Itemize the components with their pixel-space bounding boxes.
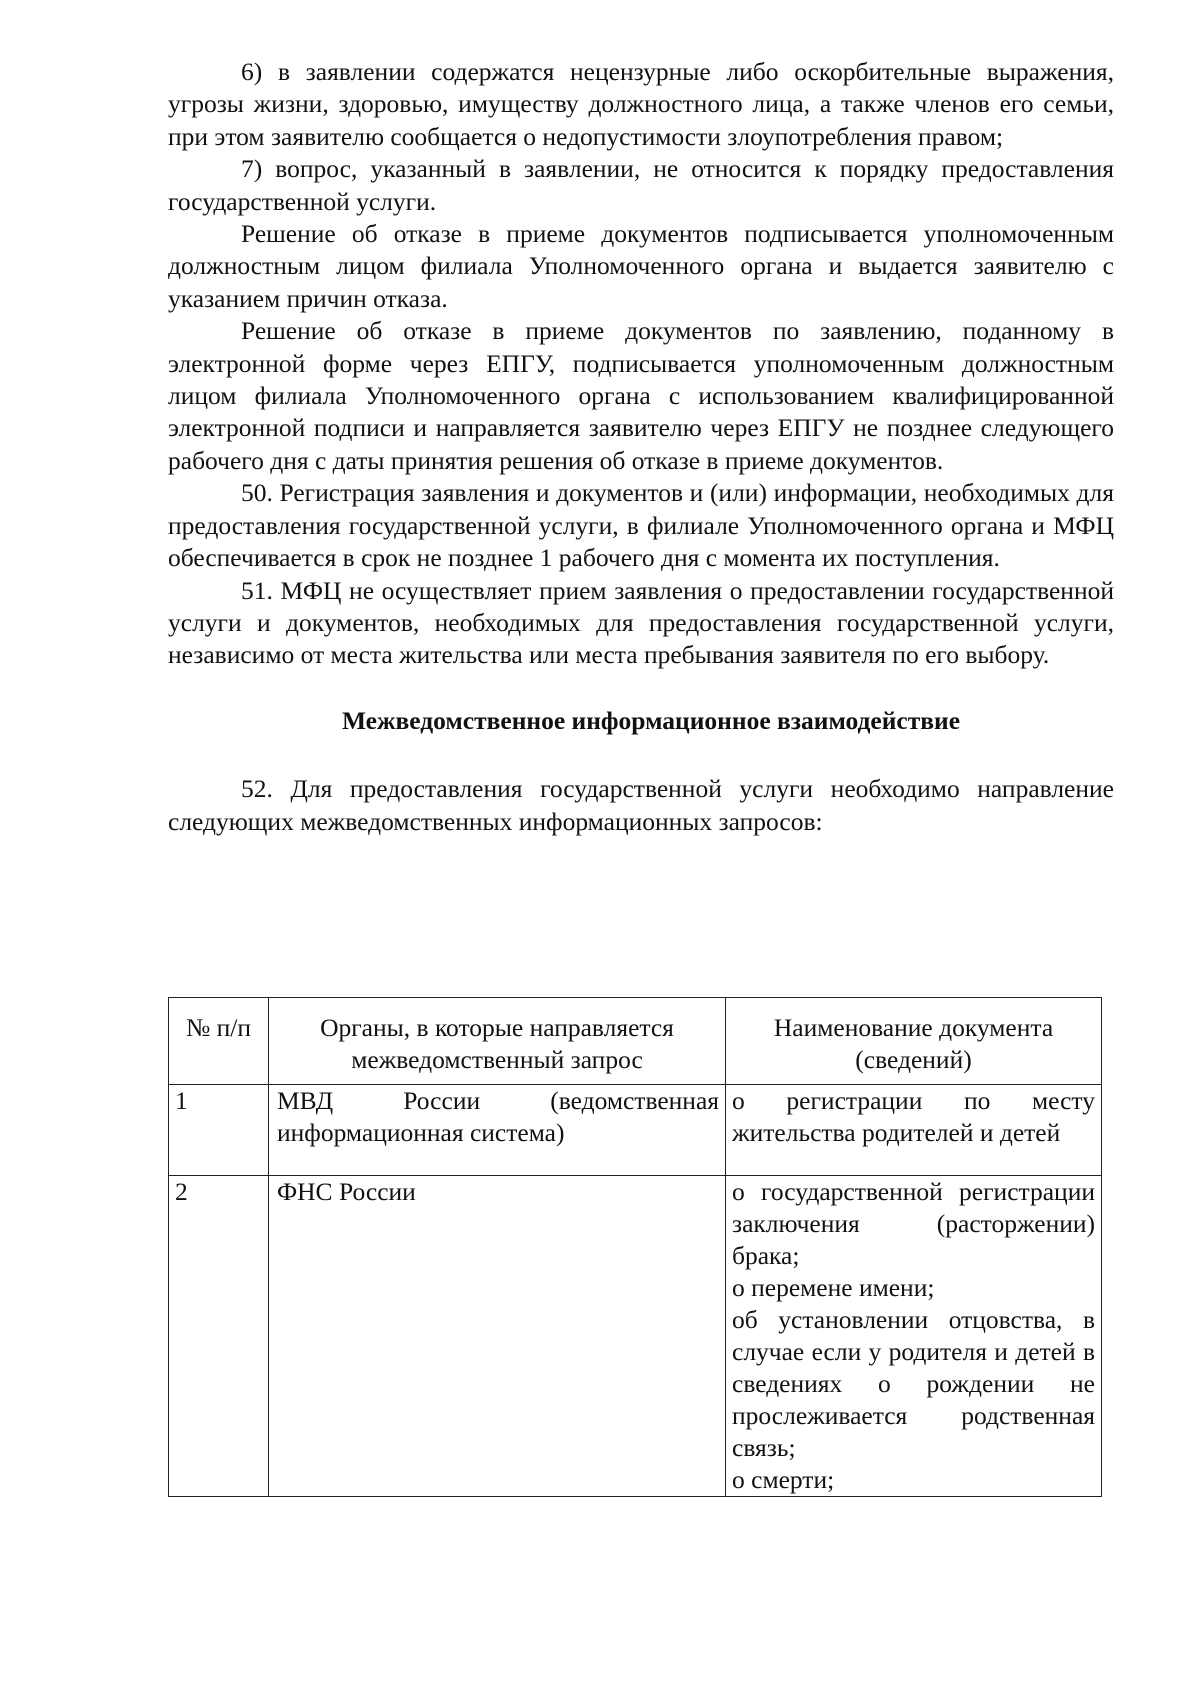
cell-document <box>726 1176 1102 1497</box>
table-header-row <box>169 998 1102 1085</box>
document-item: о перемене имени; <box>732 1273 935 1302</box>
header-document: Наименование документа (сведений) <box>726 998 1102 1085</box>
document-item: о государственной регистрации заключения (расторжении) брака; <box>732 1177 1095 1270</box>
paragraph-52: 52. Для предоставления государственной услуги необходимо направление следующих межведомственных информационных запросов: <box>168 774 1114 836</box>
document-item: об установлении отцовства, в случае если у родителя и детей в сведениях о рождении не прослеживается родственная связь; <box>732 1305 1095 1462</box>
paragraph-50: 50. Регистрация заявления и документов и (или) информации, необходимых для предоставления государственной услуги, в филиале Уполномоченного органа и МФЦ обеспечивается в срок не позднее 1 рабочего дня с момента их поступления. <box>168 478 1114 573</box>
paragraph-item-7: 7) вопрос, указанный в заявлении, не относится к порядку предоставления государственной услуги. <box>168 154 1114 216</box>
cell-num: 1 <box>169 1085 269 1176</box>
header-num: № п/п <box>169 998 269 1085</box>
paragraph-refusal-electronic: Решение об отказе в приеме документов по заявлению, поданному в электронной форме через ЕПГУ, подписывается уполномоченным должностным лицом филиала Уполномоченного органа с использованием квалифицированной электронной подписи и направляется заявителю через ЕПГУ не позднее следующего рабочего дня с даты принятия решения об отказе в приеме документов. <box>168 316 1114 475</box>
paragraph-item-6: 6) в заявлении содержатся нецензурные либо оскорбительные выражения, угрозы жизни, здоровью, имуществу должностного лица, а также членов его семьи, при этом заявителю сообщается о недопустимости злоупотребления правом; <box>168 57 1114 151</box>
cell-num: 2 <box>169 1176 269 1497</box>
document-item: о смерти; <box>732 1465 835 1494</box>
document-item: о регистрации по месту жительства родителей и детей <box>732 1086 1095 1147</box>
header-organ: Органы, в которые направляется межведомственный запрос <box>269 998 726 1085</box>
section-heading: Межведомственное информационное взаимодействие <box>341 705 961 735</box>
interagency-requests-table <box>168 997 1102 1497</box>
document-page <box>168 56 1114 838</box>
table-row <box>169 1176 1102 1497</box>
cell-organ: ФНС России <box>269 1176 726 1497</box>
cell-organ: МВД России (ведомственная информационная система) <box>269 1085 726 1176</box>
table-row <box>169 1085 1102 1176</box>
cell-document <box>726 1085 1102 1176</box>
paragraph-51: 51. МФЦ не осуществляет прием заявления о предоставлении государственной услуги и документов, необходимых для предоставления государственной услуги, независимо от места жительства или места пребывания заявителя по его выбору. <box>168 575 1114 670</box>
paragraph-refusal-signing: Решение об отказе в приеме документов подписывается уполномоченным должностным лицом филиала Уполномоченного органа и выдается заявителю с указанием причин отказа. <box>168 219 1114 313</box>
